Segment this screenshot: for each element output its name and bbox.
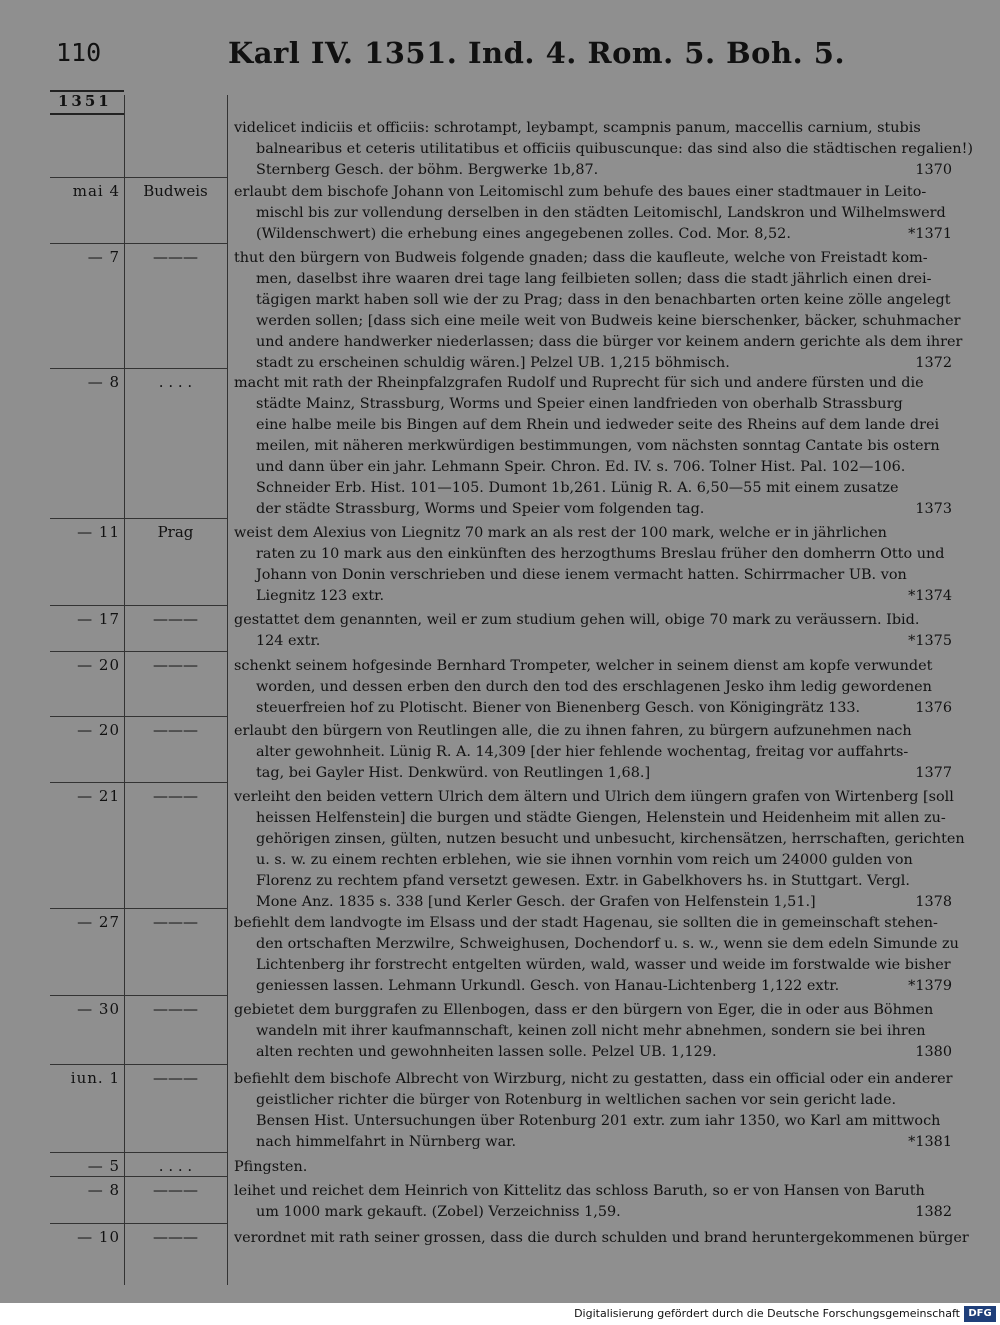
entry-date: — 30: [77, 1000, 120, 1018]
entry-line-text: weist dem Alexius von Liegnitz 70 mark an als rest der 100 mark, welche er in jährlichen: [234, 525, 887, 541]
entry-text-line: [234, 1228, 969, 1249]
entry-text: [234, 1228, 969, 1249]
entry-line-text: gebietet dem burggrafen zu Ellenbogen, dass er den bürgern von Eger, die in oder aus Böhmen: [234, 1002, 934, 1018]
entry-text-line: [234, 118, 952, 139]
entry-line-text: heissen Helfenstein] die burgen und städte Giengen, Helenstein und Heidenheim mit allen zu-: [256, 810, 946, 826]
entry-number: 1370: [915, 162, 952, 178]
entry-line-text: macht mit rath der Rheinpfalzgrafen Rudolf und Ruprecht für sich und andere fürsten und die: [234, 375, 924, 391]
entry-line-text: Pfingsten.: [234, 1159, 308, 1175]
entry-separator: [50, 1223, 227, 1224]
entry-text-line: [234, 394, 952, 415]
entry-line-text: stadt zu erscheinen schuldig wären.] Pelzel UB. 1,215 böhmisch.: [256, 355, 730, 371]
entry-text-line: [234, 610, 952, 631]
entry-line-text: gehörigen zinsen, gülten, nutzen besucht und unbesucht, kirchensätzen, herrschaften, gerichten: [256, 831, 965, 847]
entry-text-line: [234, 139, 973, 160]
entry-text-line: [234, 892, 952, 913]
entry-line-text: Mone Anz. 1835 s. 338 [und Kerler Gesch. der Grafen von Helfenstein 1,51.]: [256, 894, 816, 910]
entry-line-text: erlaubt den bürgern von Reutlingen alle, die zu ihnen fahren, zu bürgern aufzunehmen nach: [234, 723, 912, 739]
entry-text-line: [234, 311, 961, 332]
footer: [0, 1303, 1000, 1325]
entry-line-text: geniessen lassen. Lehmann Urkundl. Gesch. von Hanau-Lichtenberg 1,122 extr.: [256, 978, 840, 994]
entry-line-text: men, daselbst ihre waaren drei tage lang feilbieten sollen; dass die stadt jährlich einen drei-: [256, 271, 932, 287]
entry-text: [234, 787, 965, 913]
entry-separator: [50, 1176, 227, 1177]
dfg-logo-icon: DFG: [964, 1306, 996, 1322]
entry-text-line: [234, 269, 952, 290]
entry-line-text: raten zu 10 mark aus den einkünften des herzogthums Breslau früher den domherrn Otto und: [256, 546, 945, 562]
entry-separator: [50, 995, 227, 996]
entry-date: — 17: [77, 610, 120, 628]
entry-place: ———: [153, 1000, 198, 1018]
entry-number: 1373: [915, 501, 952, 517]
entry-line-text: gestattet dem genannten, weil er zum studium gehen will, obige 70 mark zu veräussern. Ibid.: [234, 612, 920, 628]
entry-separator: [50, 651, 227, 652]
entry-text: [234, 1181, 952, 1223]
entry-text-line: [234, 808, 952, 829]
entry-line-text: u. s. w. zu einem rechten erblehen, wie sie ihnen vornhin vom reich um 24000 gulden von: [256, 852, 913, 868]
entry-number: *1375: [908, 633, 952, 649]
entry-text-line: [234, 248, 952, 269]
entry-text-line: [234, 203, 952, 224]
entry-line-text: und andere handwerker niederlassen; dass die bürger vor keinem andern gerichte als dem ihrer: [256, 334, 963, 350]
entry-text-line: [234, 457, 952, 478]
entry-text-line: [234, 955, 952, 976]
entry-separator: [50, 1064, 227, 1065]
entry-text-line: [234, 763, 952, 784]
entry-line-text: Florenz zu rechtem pfand versetzt gewesen. Extr. in Gabelkhovers hs. in Stuttgart. Vergl.: [256, 873, 910, 889]
footer-credit: Digitalisierung gefördert durch die Deutsche Forschungsgemeinschaft: [574, 1307, 960, 1320]
entry-date: iun. 1: [70, 1069, 120, 1087]
entry-text-line: [234, 544, 952, 565]
entry-text-line: [234, 850, 952, 871]
entry-place: ———: [153, 1069, 198, 1087]
entry-line-text: alter gewohnheit. Lünig R. A. 14,309 [der hier fehlende wochentag, freitag vor auffahrts-: [256, 744, 909, 760]
entry-place: ———: [153, 656, 198, 674]
entry-line-text: Schneider Erb. Hist. 101—105. Dumont 1b,261. Lünig R. A. 6,50—55 mit einem zusatze: [256, 480, 899, 496]
entry-date: — 7: [87, 248, 120, 266]
entry-text: [234, 118, 973, 181]
entry-text-line: [234, 373, 952, 394]
entry-text: [234, 1069, 952, 1153]
entry-number: 1380: [915, 1044, 952, 1060]
entry-text: [234, 1157, 952, 1178]
entry-date: — 20: [77, 721, 120, 739]
entry-text-line: [234, 742, 952, 763]
column-divider-place-text: [227, 95, 228, 1285]
entry-line-text: videlicet indiciis et officiis: schrotampt, leybampt, scampnis panum, maccellis carnium, stubis: [234, 120, 921, 136]
entry-text-line: [234, 1157, 952, 1178]
entry-date: — 10: [77, 1228, 120, 1246]
entry-line-text: den ortschaften Merzwilre, Schweighusen, Dochendorf u. s. w., wenn sie dem edeln Simunde zu: [256, 936, 959, 952]
entry-line-text: tag, bei Gayler Hist. Denkwürd. von Reutlingen 1,68.]: [256, 765, 651, 781]
year-label: 1351: [58, 92, 112, 110]
entry-text-line: [234, 224, 952, 245]
entry-text-line: [234, 478, 952, 499]
entry-place: ———: [153, 787, 198, 805]
entry-line-text: um 1000 mark gekauft. (Zobel) Verzeichniss 1,59.: [256, 1204, 621, 1220]
entry-number: 1372: [915, 355, 952, 371]
entry-line-text: nach himmelfahrt in Nürnberg war.: [256, 1134, 517, 1150]
entry-line-text: Bensen Hist. Untersuchungen über Rotenburg 201 extr. zum iahr 1350, wo Karl am mittwoch: [256, 1113, 941, 1129]
entry-line-text: steuerfreien hof zu Plotischt. Biener von Bienenberg Gesch. von Königingrätz 133.: [256, 700, 861, 716]
entry-text-line: [234, 353, 952, 374]
entry-line-text: geistlicher richter die bürger von Rotenburg in weltlichen sachen vor sein gericht lade.: [256, 1092, 897, 1108]
entry-place: ———: [153, 1181, 198, 1199]
entry-place: ———: [153, 913, 198, 931]
entry-text-line: [234, 1132, 952, 1153]
entry-text-line: [234, 586, 952, 607]
entry-date: — 5: [87, 1157, 120, 1175]
entry-line-text: verordnet mit rath seiner grossen, dass die durch schulden und brand heruntergekommenen bürger: [234, 1230, 969, 1246]
entry-line-text: Johann von Donin verschrieben und diese ienem vermacht hatten. Schirrmacher UB. von: [256, 567, 907, 583]
entry-line-text: eine halbe meile bis Bingen auf dem Rhein und iedweder seite des Rheins auf dem lande drei: [256, 417, 940, 433]
entry-text-line: [234, 1069, 952, 1090]
entry-text-line: [234, 1042, 952, 1063]
entry-text-line: [234, 871, 952, 892]
entry-place: ———: [153, 721, 198, 739]
entry-text-line: [234, 698, 952, 719]
entry-separator: [50, 368, 227, 369]
entry-number: 1382: [915, 1204, 952, 1220]
entry-separator: [50, 716, 227, 717]
entry-text: [234, 913, 959, 997]
entry-line-text: tägigen markt haben soll wie der zu Prag; dass in den benachbarten orten keine zölle angelegt: [256, 292, 951, 308]
entry-text-line: [234, 160, 952, 181]
page-header: [0, 38, 1000, 82]
entry-place: . . . .: [158, 373, 193, 391]
entry-text-line: [234, 182, 952, 203]
entry-text: [234, 248, 963, 374]
entry-number: 1376: [915, 700, 952, 716]
entry-text-line: [234, 565, 952, 586]
entry-separator: [50, 1152, 227, 1153]
entry-separator: [50, 908, 227, 909]
entry-line-text: mischl bis zur vollendung derselben in den städten Leitomischl, Landskron und Wilhelmswerd: [256, 205, 946, 221]
entry-number: 1378: [915, 894, 952, 910]
entry-separator: [50, 518, 227, 519]
entry-date: — 27: [77, 913, 120, 931]
entry-place: Budweis: [143, 182, 208, 200]
year-column-rule-bottom: [50, 113, 124, 115]
entry-text-line: [234, 290, 952, 311]
entry-number: 1377: [915, 765, 952, 781]
entry-text: [234, 610, 952, 652]
entry-text: [234, 373, 952, 520]
entry-text: [234, 656, 952, 719]
entry-line-text: werden sollen; [dass sich eine meile weit von Budweis keine bierschenker, bäcker, schuhmacher: [256, 313, 961, 329]
entry-line-text: der städte Strassburg, Worms und Speier vom folgenden tag.: [256, 501, 705, 517]
entry-text-line: [234, 1000, 952, 1021]
entry-line-text: städte Mainz, Strassburg, Worms und Speier einen landfrieden von oberhalb Strassburg: [256, 396, 903, 412]
entry-date: — 8: [87, 1181, 120, 1199]
entry-text-line: [234, 656, 952, 677]
entry-line-text: und dann über ein jahr. Lehmann Speir. Chron. Ed. IV. s. 706. Tolner Hist. Pal. 102—106.: [256, 459, 906, 475]
entry-line-text: (Wildenschwert) die erhebung eines angegebenen zolles. Cod. Mor. 8,52.: [256, 226, 791, 242]
entry-line-text: erlaubt dem bischofe Johann von Leitomischl zum behufe des baues einer stadtmauer in Leito-: [234, 184, 927, 200]
entry-text-line: [234, 677, 952, 698]
entry-text: [234, 721, 952, 784]
entry-text-line: [234, 829, 965, 850]
entry-text-line: [234, 332, 963, 353]
entry-line-text: worden, und dessen erben den durch den tod des erschlagenen Jesko ihm ledig gewordenen: [256, 679, 932, 695]
page-number: 110: [56, 38, 102, 67]
entry-date: — 21: [77, 787, 120, 805]
entry-number: *1371: [908, 226, 952, 242]
entry-text-line: [234, 787, 952, 808]
entry-line-text: befiehlt dem landvogte im Elsass und der stadt Hagenau, sie sollten die in gemeinschaft stehen-: [234, 915, 938, 931]
entry-separator: [50, 782, 227, 783]
entry-text-line: [234, 1021, 952, 1042]
entry-line-text: leihet und reichet dem Heinrich von Kittelitz das schloss Baruth, so er von Hansen von Baruth: [234, 1183, 925, 1199]
entry-line-text: thut den bürgern von Budweis folgende gnaden; dass die kaufleute, welche von Freistadt kom-: [234, 250, 928, 266]
entry-line-text: schenkt seinem hofgesinde Bernhard Trompeter, welcher in seinem dienst am kopfe verwundet: [234, 658, 933, 674]
entry-line-text: Sternberg Gesch. der böhm. Bergwerke 1b,87.: [256, 162, 599, 178]
entry-number: *1379: [908, 978, 952, 994]
entry-text-line: [234, 415, 952, 436]
entry-line-text: verleiht den beiden vettern Ulrich dem ältern und Ulrich dem iüngern grafen von Wirtenberg [soll: [234, 789, 954, 805]
entry-text-line: [234, 1202, 952, 1223]
entry-separator: [50, 605, 227, 606]
entry-date: — 11: [77, 523, 120, 541]
entry-text-line: [234, 976, 952, 997]
entry-date: — 8: [87, 373, 120, 391]
entry-line-text: befiehlt dem bischofe Albrecht von Wirzburg, nicht zu gestatten, dass ein official oder ein anderer: [234, 1071, 953, 1087]
entry-place: ———: [153, 1228, 198, 1246]
entry-number: *1374: [908, 588, 952, 604]
entry-place: Prag: [157, 523, 194, 541]
entry-line-text: meilen, mit näheren merkwürdigen bestimmungen, vom nächsten sonntag Cantate bis ostern: [256, 438, 940, 454]
entry-text: [234, 523, 952, 607]
entry-text-line: [234, 1111, 952, 1132]
entry-separator: [50, 243, 227, 244]
entry-separator: [50, 177, 227, 178]
entry-text-line: [234, 721, 952, 742]
entry-text-line: [234, 631, 952, 652]
entry-text: [234, 1000, 952, 1063]
entry-line-text: balnearibus et ceteris utilitatibus et officiis quibuscunque: das sind also die städtischen regalien!): [256, 141, 973, 157]
entry-date: — 20: [77, 656, 120, 674]
entry-text-line: [234, 499, 952, 520]
entry-text-line: [234, 913, 952, 934]
entry-place: ———: [153, 610, 198, 628]
entry-text-line: [234, 1181, 952, 1202]
running-title: Karl IV. 1351. Ind. 4. Rom. 5. Boh. 5.: [228, 36, 846, 70]
entry-line-text: wandeln mit ihrer kaufmannschaft, keinen zoll nicht mehr abnehmen, sondern sie bei ihren: [256, 1023, 926, 1039]
entry-place: ———: [153, 248, 198, 266]
entry-line-text: 124 extr.: [256, 633, 321, 649]
entry-date: mai 4: [72, 182, 120, 200]
entry-line-text: alten rechten und gewohnheiten lassen solle. Pelzel UB. 1,129.: [256, 1044, 717, 1060]
entry-number: *1381: [908, 1134, 952, 1150]
entry-place: . . . .: [158, 1157, 193, 1175]
entry-text-line: [234, 436, 952, 457]
entry-text: [234, 182, 952, 245]
entry-line-text: Liegnitz 123 extr.: [256, 588, 385, 604]
entry-text-line: [234, 934, 959, 955]
entry-text-line: [234, 523, 952, 544]
column-divider-date-place: [124, 95, 125, 1285]
entry-text-line: [234, 1090, 952, 1111]
entry-line-text: Lichtenberg ihr forstrecht entgelten würden, wald, wasser und weide im forstwalde wie bisher: [256, 957, 951, 973]
